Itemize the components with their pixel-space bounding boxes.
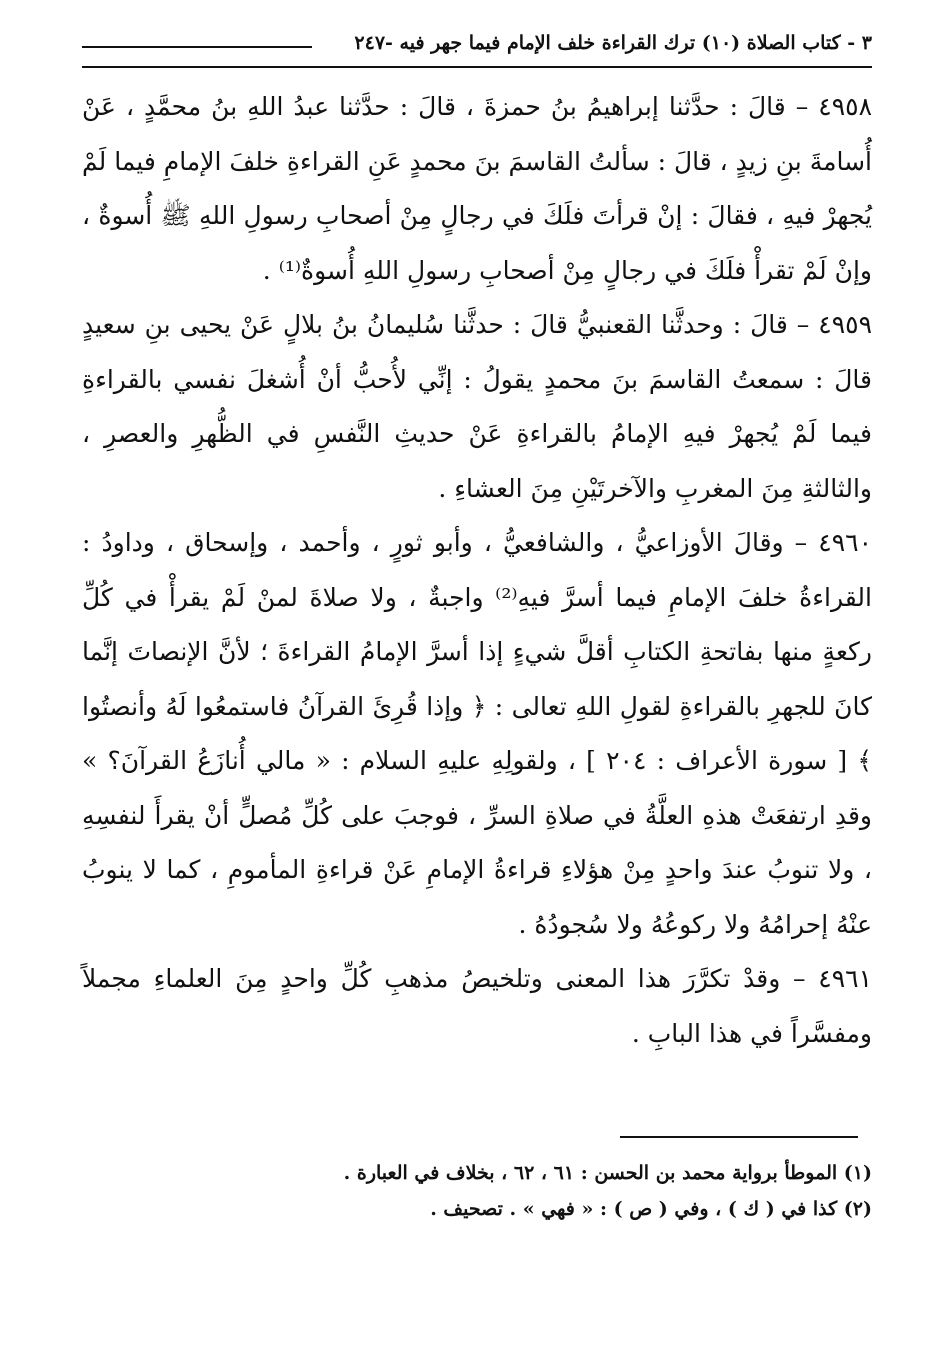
footnote-2: (٢) كذا في ( ك ) ، وفي ( ص ) : « فهي » . تصحيف . xyxy=(430,1198,872,1220)
paragraph-number: ٤٩٦٠ xyxy=(818,528,872,557)
header-rule xyxy=(82,46,312,48)
main-text xyxy=(82,80,872,1061)
header-title: ٣ - كتاب الصلاة (١٠) ترك القراءة خلف الإمام فيما جهر فيه -٢٤٧ xyxy=(344,32,872,54)
paragraph-number: ٤٩٥٨ xyxy=(818,92,873,121)
paragraph-4958 xyxy=(82,80,872,298)
paragraph-4960 xyxy=(82,516,872,952)
footnote-divider xyxy=(620,1136,858,1138)
footnotes xyxy=(82,1155,872,1227)
paragraph-text: – قالَ : وحدثَّنا القعنبيُّ قالَ : حدثَّنا سُليمانُ بنُ بلالٍ عَنْ يحيى بنِ سعيدٍ قالَ : سمعتُ القاسمَ بنَ محمدٍ يقولُ : إنِّي لأُحبُّ أنْ أُشغلَ نفسي بالقراءةِ فيما لَمْ يُجهرْ فيهِ الإمامُ بالقراءةِ عَنْ حديثِ النَّفسِ في الظُّهرِ والعصرِ ، والثالثةِ مِنَ المغربِ والآخرتَيْنِ مِنَ العشاءِ . xyxy=(82,310,872,503)
running-header xyxy=(82,26,872,68)
paragraph-text: – قالَ : حدَّثنا إبراهيمُ بنُ حمزةَ ، قالَ : حدَّثنا عبدُ اللهِ بنُ محمَّدٍ ، عَنْ أُسامةَ بنِ زيدٍ ، قالَ : سألتُ القاسمَ بنَ محمدٍ عَنِ القراءةِ خلفَ الإمامِ فيما لَمْ يُجهرْ فيهِ ، فقالَ : إنْ قرأتَ فلَكَ في رجالٍ مِنْ أصحابِ رسولِ اللهِ ﷺ أُسوةٌ ، وإنْ لَمْ تقرأْ فلَكَ في رجالٍ مِنْ أصحابِ رسولِ اللهِ أُسوةٌ⁽¹⁾ . xyxy=(82,92,872,285)
paragraph-4959 xyxy=(82,298,872,516)
paragraph-4961 xyxy=(82,952,872,1061)
paragraph-number: ٤٩٥٩ xyxy=(818,310,872,339)
footnote-1: (١) الموطأ برواية محمد بن الحسن : ٦١ ، ٦٢ ، بخلاف في العبارة . xyxy=(343,1162,872,1184)
paragraph-text: – وقدْ تكرَّرَ هذا المعنى وتلخيصُ مذهبِ كُلِّ واحدٍ مِنَ العلماءِ مجملاً ومفسَّراً في هذا البابِ . xyxy=(82,964,872,1048)
paragraph-number: ٤٩٦١ xyxy=(818,964,872,993)
paragraph-text: – وقالَ الأوزاعيُّ ، والشافعيُّ ، وأبو ثورٍ ، وأحمد ، وإسحاق ، وداودُ : القراءةُ خلفَ الإمامِ فيما أسرَّ فيهِ⁽²⁾ واجبةٌ ، ولا صلاةَ لمنْ لَمْ يقرأْ في كُلِّ ركعةٍ منها بفاتحةِ الكتابِ أقلَّ شيءٍ إذا أسرَّ الإمامُ القراءةَ ؛ لأنَّ الإنصاتَ إنَّما كانَ للجهرِ بالقراءةِ لقولِ اللهِ تعالى : ﴿ وإذا قُرِئَ القرآنُ فاستمعُوا لَهُ وأنصتُوا ﴾ [ سورة الأعراف : ٢٠٤ ] ، ولقولِهِ عليهِ السلام : « مالي أُنازَعُ القرآنَ؟ » وقدِ ارتفعَتْ هذهِ العلَّةُ في صلاةِ السرِّ ، فوجبَ على كُلِّ مُصلٍّ أنْ يقرأَ لنفسِهِ ، ولا تنوبُ عندَ واحدٍ مِنْ هؤلاءِ قراءةُ الإمامِ عَنْ قراءةِ المأمومِ ، كما لا ينوبُ عنْهُ إحرامُهُ ولا ركوعُهُ ولا سُجودُهُ . xyxy=(82,528,872,939)
